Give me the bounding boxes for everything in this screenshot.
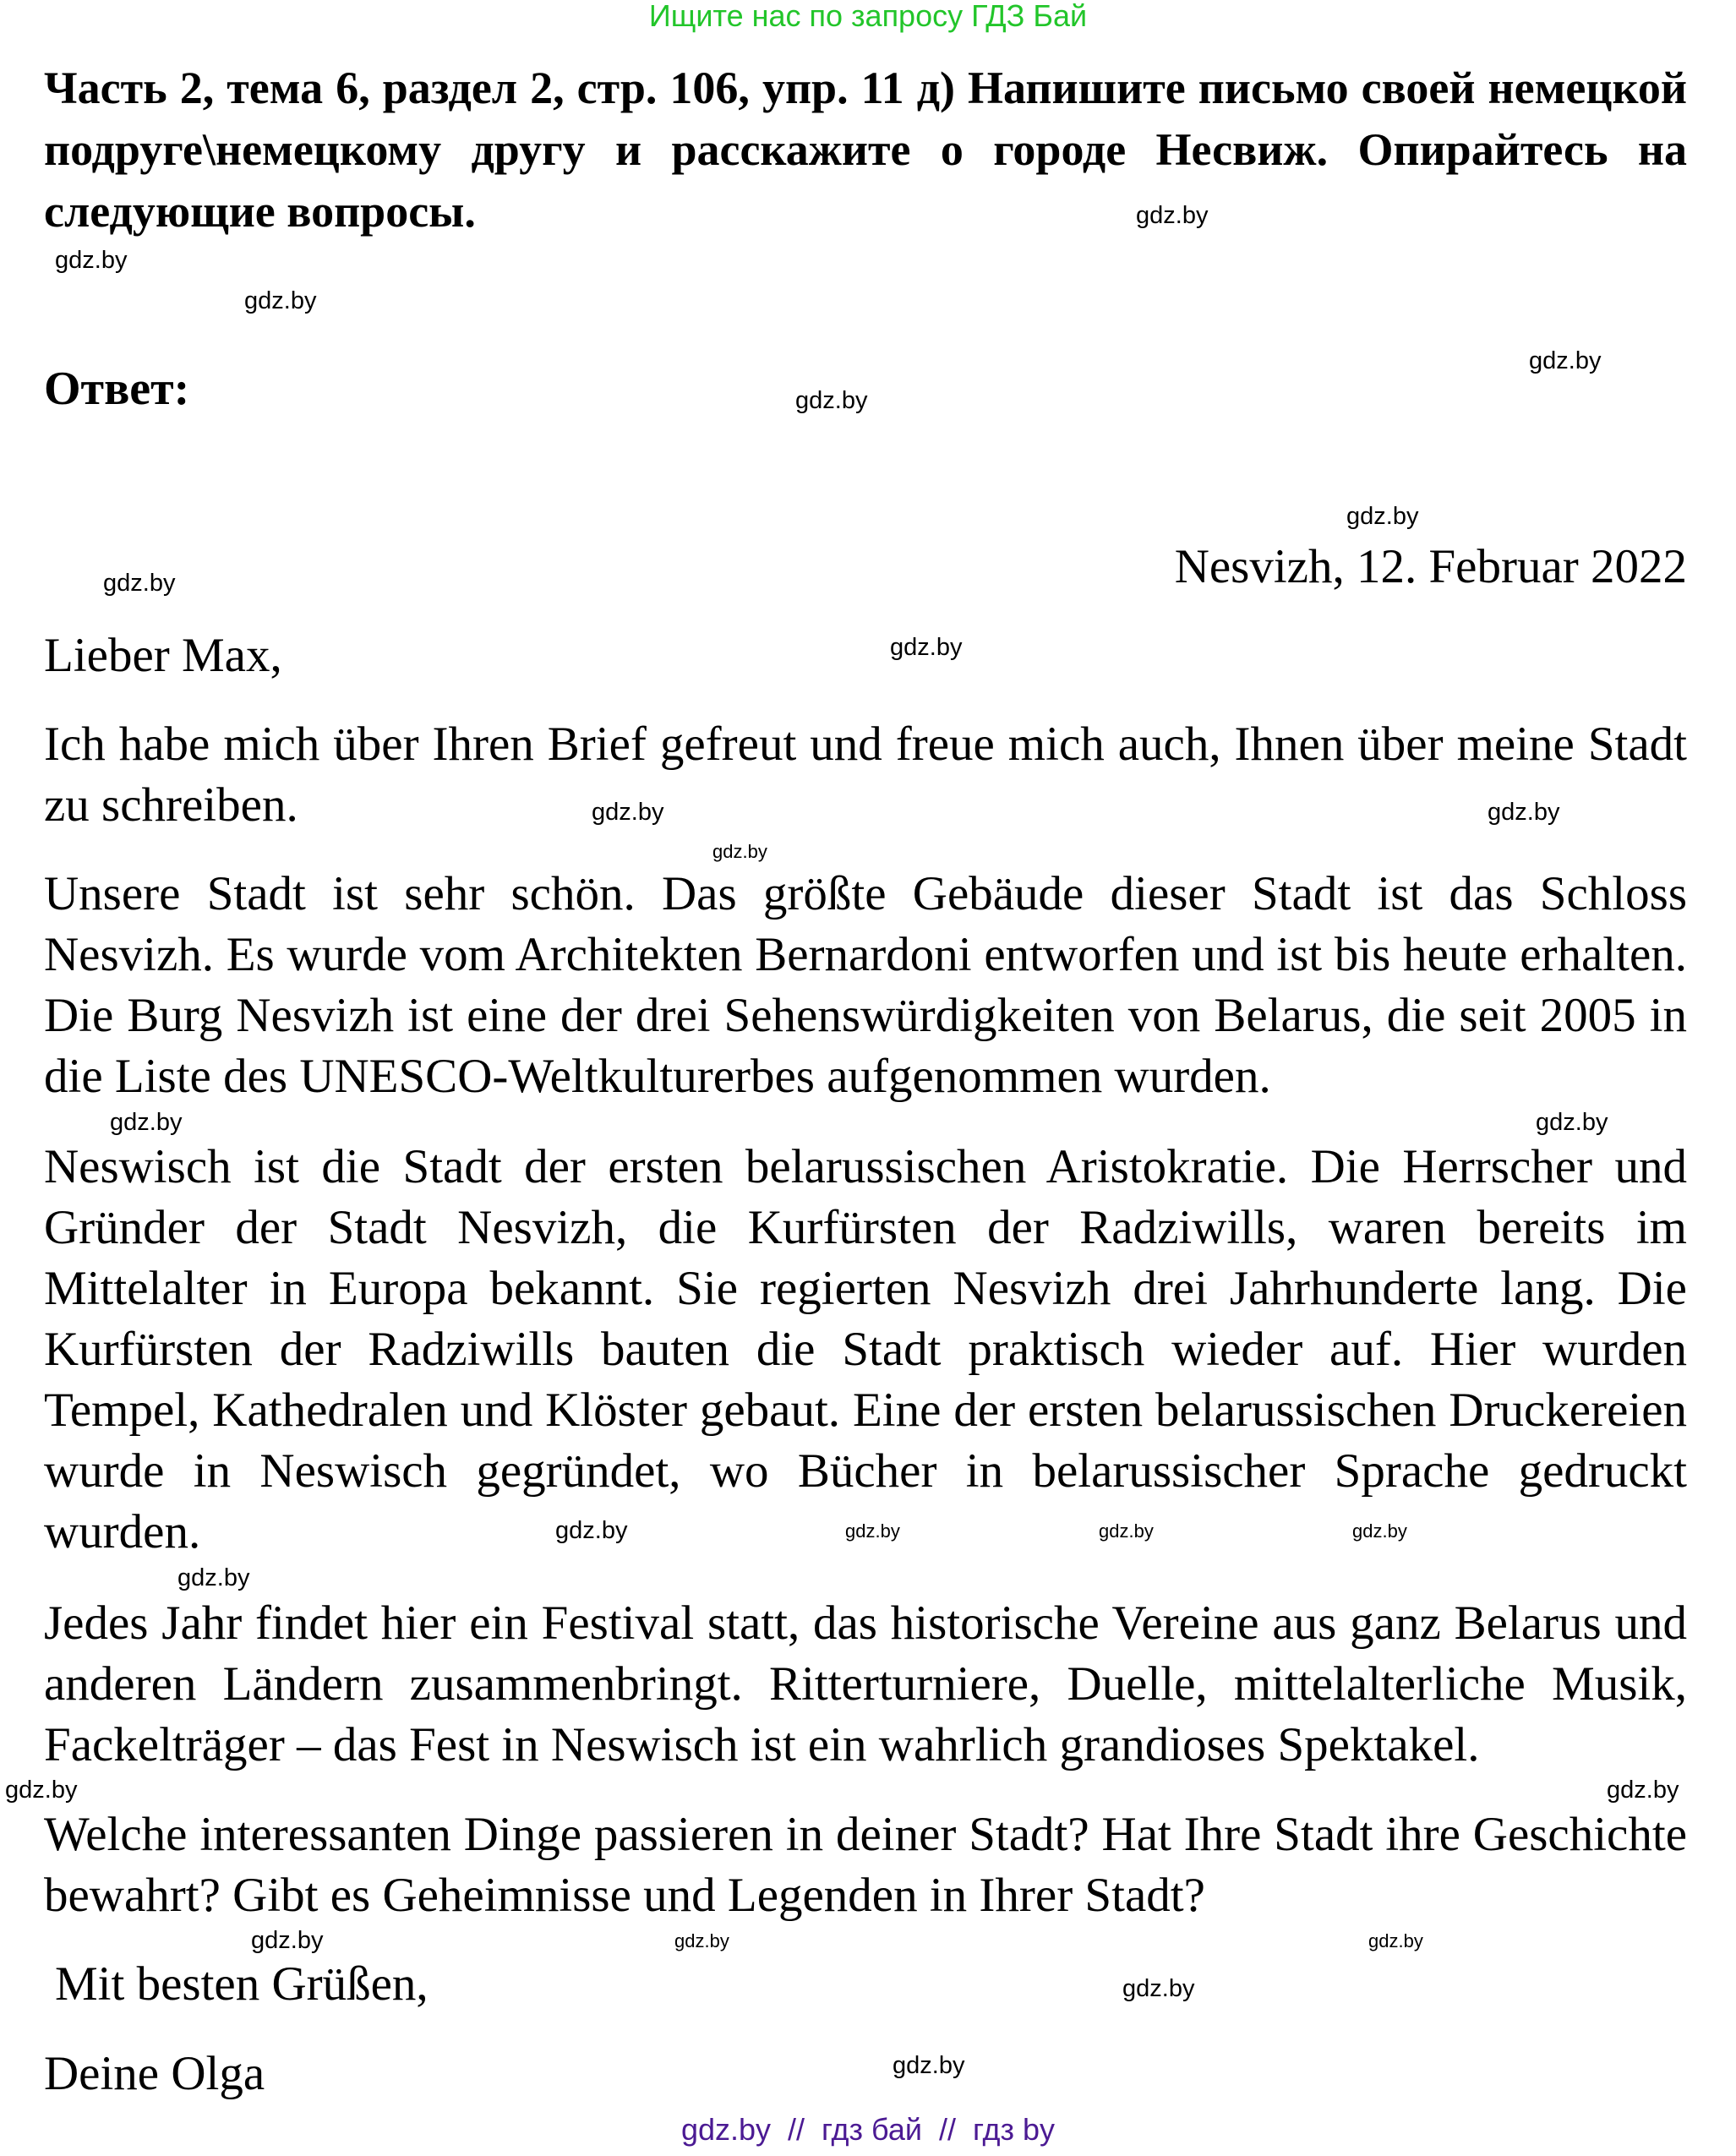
watermark: gdz.by: [1607, 1777, 1679, 1804]
watermark: gdz.by: [592, 799, 664, 826]
letter-paragraph: Unsere Stadt ist sehr schön. Das größte Gebäude dieser Stadt ist das Schloss Nesvizh. Es wurde vom Architekten Bernardoni entworfen und ist bis heute erhalten. Die Burg Nesvizh ist eine der drei Sehenswürdigkeiten von Belarus, die seit 2005 in die Liste des UNESCO-Weltkulturerbes aufgenommen wurden.: [44, 867, 1687, 1103]
watermark: gdz.by: [1529, 347, 1602, 374]
letter-date: Nesvizh, 12. Februar 2022: [1174, 540, 1687, 593]
task-heading: Часть 2, тема 6, раздел 2, стр. 106, упр. 11 д) Напишите письмо своей немецкой подруге\немецкому другу и расскажите о городе Несвиж. Опирайтесь на следующие вопросы.: [44, 63, 1687, 237]
watermark: gdz.by: [1368, 1930, 1423, 1951]
watermark: gdz.by: [1122, 1975, 1195, 2002]
watermark: gdz.by: [1099, 1520, 1154, 1542]
watermark: gdz.by: [893, 2052, 965, 2079]
watermark: gdz.by: [1346, 503, 1419, 530]
watermark: gdz.by: [1136, 202, 1209, 229]
letter-paragraph: Ich habe mich über Ihren Brief gefreut und freue mich auch, Ihnen über meine Stadt zu schreiben.: [44, 718, 1687, 832]
watermark: gdz.by: [110, 1109, 183, 1136]
letter-closing: Mit besten Grüßen,: [55, 1957, 429, 2011]
watermark: gdz.by: [555, 1517, 628, 1544]
watermark: gdz.by: [55, 247, 128, 274]
answer-label: Ответ:: [44, 363, 190, 415]
letter-greeting: Lieber Max,: [44, 629, 282, 682]
watermark: gdz.by: [177, 1564, 250, 1591]
letter-paragraph: Welche interessanten Dinge passieren in deiner Stadt? Hat Ihre Stadt ihre Geschichte bewahrt? Gibt es Geheimnisse und Legenden in Ihrer Stadt?: [44, 1808, 1687, 1922]
watermark: gdz.by: [795, 387, 868, 414]
watermark: gdz.by: [712, 841, 767, 862]
letter-signature: Deine Olga: [44, 2047, 265, 2100]
watermark: gdz.by: [1352, 1520, 1407, 1542]
watermark: gdz.by: [251, 1927, 324, 1954]
watermark: gdz.by: [1488, 799, 1560, 826]
watermark: gdz.by: [103, 570, 176, 597]
watermark: gdz.by: [845, 1520, 900, 1542]
search-banner[interactable]: Ищите нас по запросу ГДЗ Бай: [648, 0, 1088, 33]
watermark: gdz.by: [890, 634, 963, 661]
letter-paragraph: Jedes Jahr findet hier ein Festival statt, das historische Vereine aus ganz Belarus und anderen Ländern zusammenbringt. Ritterturniere, Duelle, mittelalterliche Musik, Fackelträger – das Fest in Neswisch ist ein wahrlich grandioses Spektakel.: [44, 1597, 1687, 1771]
watermark: gdz.by: [244, 287, 317, 314]
footer-links[interactable]: gdz.by // гдз бай // гдз by: [680, 2112, 1056, 2147]
watermark: gdz.by: [5, 1777, 78, 1804]
watermark: gdz.by: [1536, 1109, 1608, 1136]
watermark: gdz.by: [674, 1930, 729, 1951]
letter-paragraph: Neswisch ist die Stadt der ersten belarussischen Aristokratie. Die Herrscher und Gründer der Stadt Nesvizh, die Kurfürsten der Radziwills, waren bereits im Mittelalter in Europa bekannt. Sie regierten Nesvizh drei Jahrhunderte lang. Die Kurfürsten der Radziwills bauten die Stadt praktisch wieder auf. Hier wurden Tempel, Kathedralen und Klöster gebaut. Eine der ersten belarussischen Druckereien wurde in Neswisch gegründet, wo Bücher in belarussischer Sprache gedruckt wurden.: [44, 1140, 1687, 1558]
